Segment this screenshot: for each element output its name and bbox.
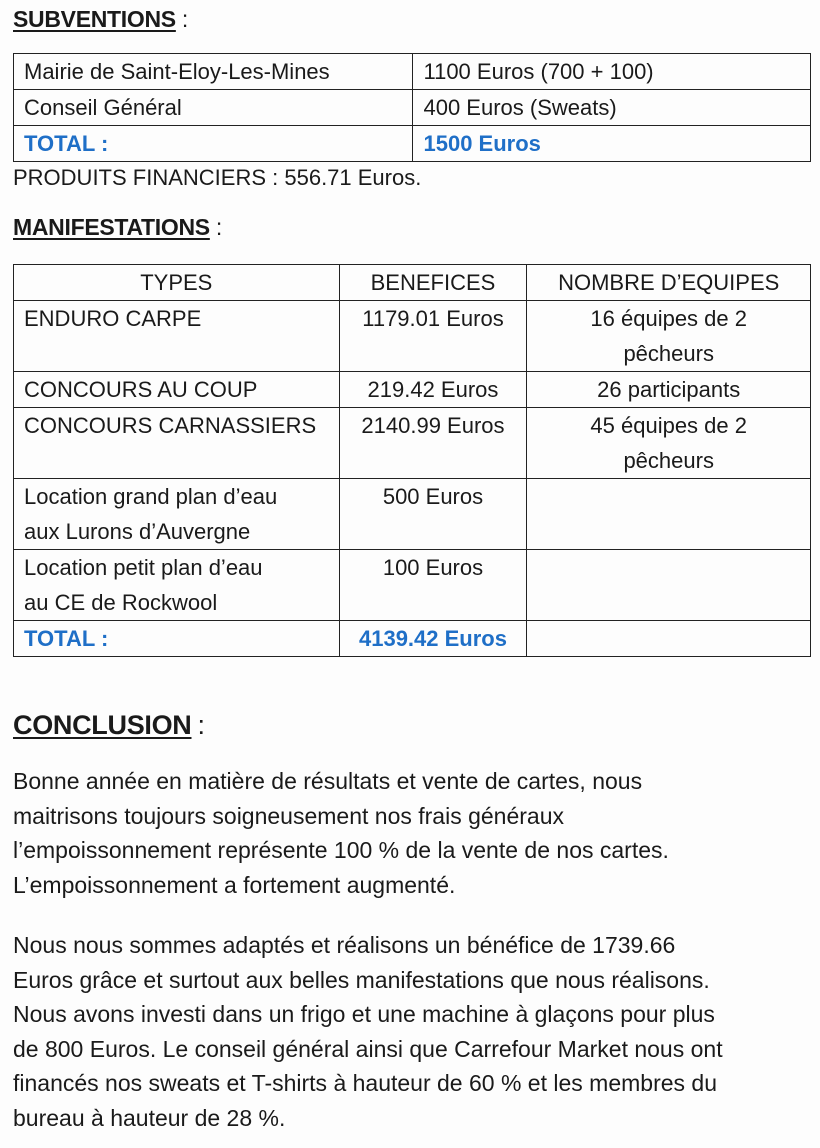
table-row-total xyxy=(14,621,811,657)
table-row xyxy=(14,90,811,126)
manifestations-heading xyxy=(13,214,222,241)
subvention-name: Conseil Général xyxy=(14,90,413,126)
event-equipes-line: pêcheurs xyxy=(623,448,714,473)
event-equipes-line: pêcheurs xyxy=(623,341,714,366)
event-benefice: 2140.99 Euros xyxy=(339,408,527,479)
table-row xyxy=(14,550,811,621)
conclusion-colon: : xyxy=(197,710,205,740)
event-type-line: ENDURO CARPE xyxy=(24,306,202,331)
manifestations-total-label: TOTAL : xyxy=(14,621,340,657)
event-equipes-line: 26 participants xyxy=(597,377,741,402)
event-type-line: CONCOURS CARNASSIERS xyxy=(24,413,317,438)
event-type xyxy=(14,372,340,408)
event-type-line: aux Lurons d’Auvergne xyxy=(24,519,251,544)
event-type xyxy=(14,479,340,550)
event-benefice: 100 Euros xyxy=(339,550,527,621)
manifestations-colon: : xyxy=(215,214,222,240)
event-equipes xyxy=(527,372,811,408)
paragraph-line: financés nos sweats et T-shirts à hauteur de 60 % et les membres du xyxy=(13,1070,717,1096)
paragraph-line: Nous nous sommes adaptés et réalisons un bénéfice de 1739.66 xyxy=(13,932,676,958)
event-equipes xyxy=(527,301,811,372)
manifestations-title: MANIFESTATIONS xyxy=(13,214,210,240)
subvention-amount: 1100 Euros (700 + 100) xyxy=(413,54,811,90)
event-equipes xyxy=(527,550,811,621)
subventions-colon: : xyxy=(181,6,188,32)
paragraph-line: de 800 Euros. Le conseil général ainsi que Carrefour Market nous ont xyxy=(13,1035,723,1062)
event-type xyxy=(14,301,340,372)
table-row xyxy=(14,479,811,550)
paragraph-line: Bonne année en matière de résultats et vente de cartes, nous xyxy=(13,768,643,794)
table-row xyxy=(14,54,811,90)
table-header-row xyxy=(14,265,811,301)
paragraph-line: Nous avons investi dans un frigo et une machine à glaçons pour plus xyxy=(13,1001,715,1027)
paragraph-line: maitrisons toujours soigneusement nos frais généraux xyxy=(13,802,565,829)
table-row xyxy=(14,372,811,408)
event-type-line: Location grand plan d’eau xyxy=(24,484,278,509)
subvention-name: Mairie de Saint-Eloy-Les-Mines xyxy=(14,54,413,90)
event-benefice: 219.42 Euros xyxy=(339,372,527,408)
header-equipes: NOMBRE D’EQUIPES xyxy=(527,265,811,301)
produits-financiers: PRODUITS FINANCIERS : 556.71 Euros. xyxy=(13,165,422,190)
table-row-total xyxy=(14,126,811,162)
subventions-total-label: TOTAL : xyxy=(14,126,413,162)
event-benefice: 1179.01 Euros xyxy=(339,301,527,372)
event-type-line: CONCOURS AU COUP xyxy=(24,377,258,402)
paragraph-line: l’empoissonnement représente 100 % de la vente de nos cartes. xyxy=(13,837,669,863)
event-type-line: Location petit plan d’eau xyxy=(24,555,263,580)
conclusion-heading xyxy=(13,710,205,741)
event-type-line: au CE de Rockwool xyxy=(24,590,218,615)
table-row xyxy=(14,301,811,372)
manifestations-total-value: 4139.42 Euros xyxy=(339,621,527,657)
subventions-heading xyxy=(13,6,188,33)
event-equipes xyxy=(527,408,811,479)
subvention-amount: 400 Euros (Sweats) xyxy=(413,90,811,126)
subventions-total-value: 1500 Euros xyxy=(413,126,811,162)
subventions-title: SUBVENTIONS xyxy=(13,6,176,32)
subventions-table xyxy=(13,53,811,162)
manifestations-table xyxy=(13,264,811,657)
event-type xyxy=(14,550,340,621)
paragraph-line: Euros grâce et surtout aux belles manifestations que nous réalisons. xyxy=(13,966,710,993)
event-equipes xyxy=(527,479,811,550)
event-equipes-line: 45 équipes de 2 xyxy=(590,413,747,438)
paragraph-line: L’empoissonnement a fortement augmenté. xyxy=(13,871,456,898)
header-types: TYPES xyxy=(14,265,340,301)
conclusion-paragraph-2 xyxy=(13,928,813,1135)
event-equipes-line: 16 équipes de 2 xyxy=(590,306,747,331)
conclusion-title: CONCLUSION xyxy=(13,710,192,740)
manifestations-total-empty xyxy=(527,621,811,657)
event-benefice: 500 Euros xyxy=(339,479,527,550)
header-benefices: BENEFICES xyxy=(339,265,527,301)
conclusion-paragraph-1 xyxy=(13,764,813,902)
table-row xyxy=(14,408,811,479)
paragraph-line: bureau à hauteur de 28 %. xyxy=(13,1104,286,1131)
event-type xyxy=(14,408,340,479)
